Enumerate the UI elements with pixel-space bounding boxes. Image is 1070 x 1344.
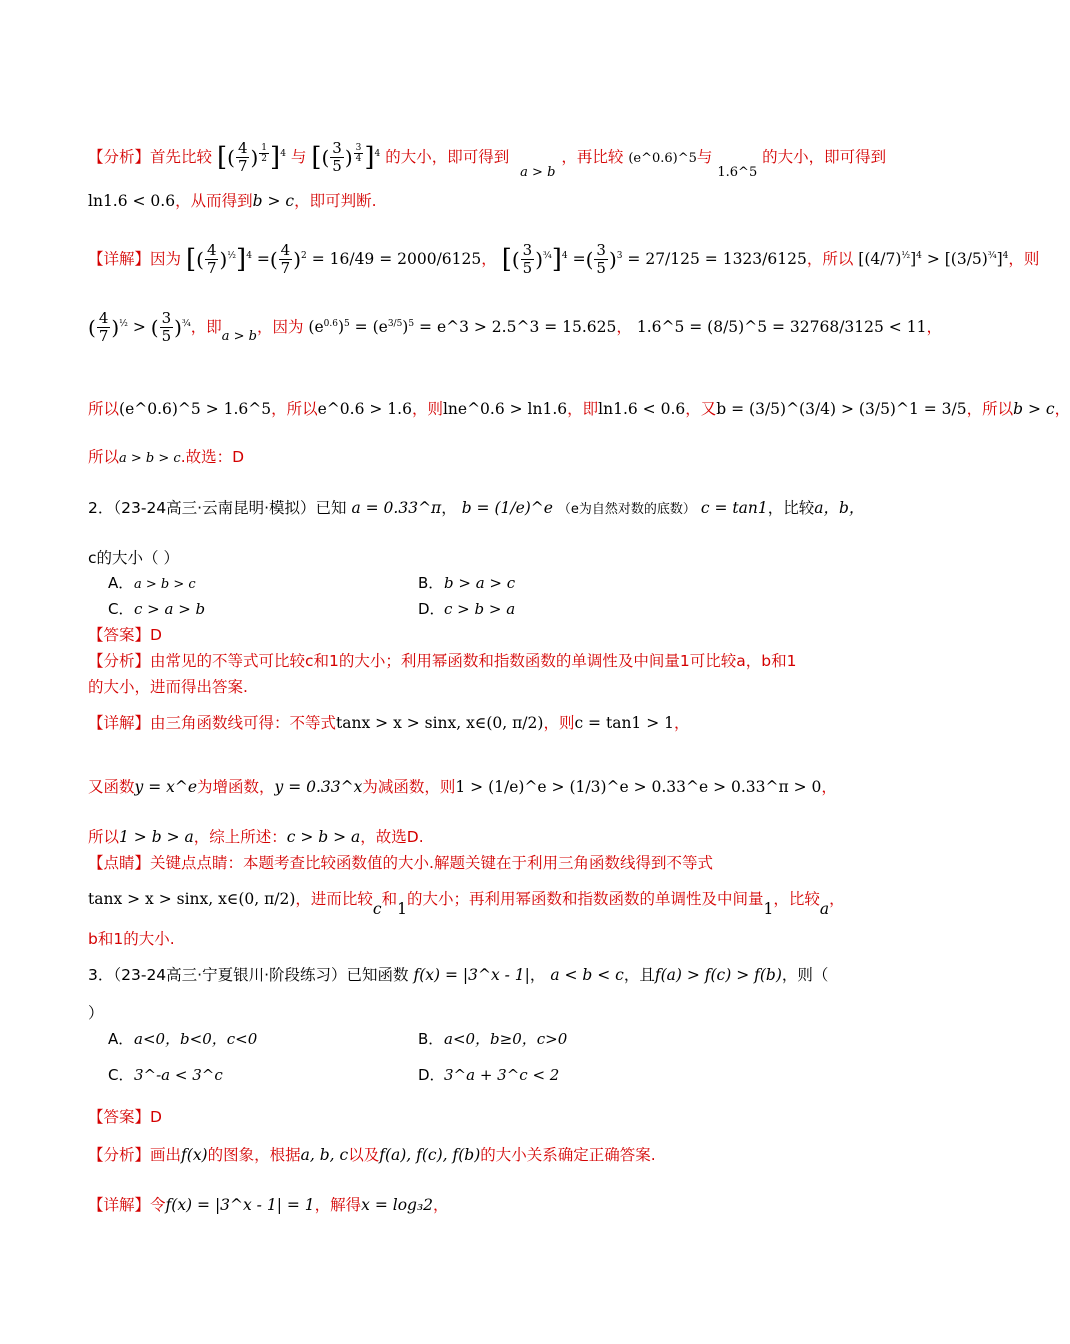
q3-detail <box>88 1194 890 1216</box>
analysis-label: 【分析】 <box>88 148 151 166</box>
analysis-text: 的大小，即可得到 <box>762 148 887 166</box>
analysis-text: 的大小关系确定正确答案. <box>480 1146 656 1164</box>
option-label: B． <box>418 574 444 592</box>
math-expr: b > c <box>1013 400 1055 418</box>
option-label: C． <box>108 1066 134 1084</box>
detail-label: 【详解】 <box>88 1196 151 1214</box>
q3-option-a[interactable] <box>108 1028 257 1050</box>
q2-answer <box>88 624 890 646</box>
question-text: c的大小（ ） <box>88 549 179 567</box>
option-label: B． <box>418 1030 444 1048</box>
detail-text: ，即 <box>190 318 222 336</box>
point-text: 的大小；再利用幂函数和指数函数的单调性及中间量 <box>407 890 764 908</box>
q2-analysis-line2 <box>88 676 890 698</box>
analysis-label: 【分析】 <box>88 1146 151 1164</box>
math-expr: 1 > b > a <box>119 828 194 846</box>
math-expr: a < b < c <box>550 966 624 984</box>
q2-point-line2: tanx > x > sinx, x∈(0, π/2)，进而比较c和1的大小；再利用幂函数和指数函数的单调性及中间量1，比较a， <box>88 890 845 918</box>
analysis-text: ，即可判断. <box>294 192 377 210</box>
q1-detail-line2: ( $\frac{4}{7}$ )$^{\frac{1}{2}}$ > ( $\frac{3}{5}$ )$^{\frac{3}{4}}$，即$_{a > b}$，因为 $(e^{0.6})^5 = (e^{3/5})^5$ = e^3 > 2.5^3 = 15.625， 1.6^5 = (8/5)^5 = 32768/3125 < 11， <box>88 309 942 345</box>
detail-text: 由三角函数线可得：不等式 <box>150 714 337 732</box>
math-expr: y = 0.33^x <box>274 778 363 796</box>
question-number: 3． <box>88 966 114 984</box>
detail-text: ，解得 <box>314 1196 362 1214</box>
math-expr: a > b > c <box>119 451 181 466</box>
math-expr: f(x) = |3^x - 1| = 1 <box>165 1196 315 1214</box>
q2-option-d[interactable] <box>418 598 515 620</box>
math-expr: 1 <box>763 900 774 918</box>
question-source: （23-24高三·宁夏银川·阶段练习）已知函数 <box>113 966 409 984</box>
analysis-text: 画出 <box>150 1146 182 1164</box>
math-expr: tanx > x > sinx, x∈(0, π/2) <box>88 890 296 908</box>
detail-text: ，则 <box>411 400 443 418</box>
math-expr: x = log₃2 <box>361 1196 434 1214</box>
math-expr: c = tan1 > 1 <box>574 714 674 732</box>
point-text: 关键点点睛：本题考查比较函数值的大小.解题关键在于利用三角函数线得到不等式 <box>150 854 713 872</box>
math-expr: a > b <box>520 165 556 180</box>
point-text: b和1的大小. <box>88 930 175 948</box>
option-label: A． <box>108 1030 134 1048</box>
detail-text: ，又 <box>685 400 717 418</box>
detail-text: 因为 <box>150 250 182 268</box>
q3-option-c[interactable] <box>108 1064 223 1086</box>
detail-label: 【详解】 <box>88 714 151 732</box>
detail-text: 所以 <box>88 400 120 418</box>
math-expr: b = (1/e)^e <box>461 499 553 517</box>
question-number: 2． <box>88 499 114 517</box>
math-expr: a <box>819 900 830 918</box>
math-expr: a，b， <box>814 499 865 517</box>
q2-stem: 2．（23-24高三·云南昆明·模拟）已知 a = 0.33^π， b = (1/e)^e （e为自然对数的底数） c = tan1，比较a，b， <box>88 499 865 517</box>
option-text: 3^-a < 3^c <box>134 1066 223 1084</box>
q1-final-line <box>88 446 890 470</box>
q3-analysis <box>88 1144 890 1166</box>
math-expr: = 16/49 = 2000/6125 <box>311 250 482 268</box>
analysis-text: 与 <box>290 148 307 166</box>
answer-value: D <box>150 626 162 644</box>
detail-text: 所以 <box>88 448 120 466</box>
math-expr: = e^3 > 2.5^3 = 15.625 <box>419 318 617 336</box>
q2-option-c[interactable] <box>108 598 205 620</box>
math-expr: c = tan1 <box>700 499 768 517</box>
q2-option-a[interactable] <box>108 572 196 596</box>
q2-stem-line2 <box>88 547 890 569</box>
math-expr: 1 <box>397 900 407 918</box>
q2-analysis-line1 <box>88 650 890 672</box>
math-expr: c > b > a <box>286 828 361 846</box>
option-text: a<0，b≥0，c>0 <box>444 1030 568 1048</box>
point-text: ，进而比较 <box>295 890 373 908</box>
option-text: a<0，b<0，c<0 <box>134 1030 258 1048</box>
detail-text: ，即 <box>567 400 599 418</box>
option-label: D． <box>418 1066 445 1084</box>
math-expr: (e^0.6)^5 <box>628 151 697 166</box>
math-expr: b > c <box>252 192 295 210</box>
option-text: a > b > c <box>134 577 196 592</box>
math-expr: tanx > x > sinx, x∈(0, π/2) <box>336 714 544 732</box>
question-text: ，且 <box>623 966 655 984</box>
q2-detail-line2: 又函数y = x^e为增函数，y = 0.33^x为减函数，则1 > (1/e)^e > (1/3)^e > 0.33^e > 0.33^π > 0， <box>88 778 837 796</box>
math-expr: y = x^e <box>134 778 198 796</box>
point-text: ，比较 <box>773 890 820 908</box>
detail-text: ， <box>433 1196 449 1214</box>
option-label: A． <box>108 574 134 592</box>
math-expr: = 27/125 = 1323/6125 <box>627 250 807 268</box>
detail-text: ，则 <box>1008 250 1040 268</box>
math-expr: ln1.6 < 0.6 <box>88 192 176 210</box>
q3-stem: 3．（23-24高三·宁夏银川·阶段练习）已知函数 f(x) = |3^x - 1|， a < b < c，且f(a) > f(c) > f(b)，则（ <box>88 966 829 984</box>
q1-conclusion-line: 所以(e^0.6)^5 > 1.6^5，所以e^0.6 > 1.6，则lne^0.6 > ln1.6，即ln1.6 < 0.6，又b = (3/5)^(3/4) > (3/5)^1 = 3/5，所以b > c， <box>88 400 1070 418</box>
detail-text: ，所以 <box>966 400 1014 418</box>
math-expr: 1 > (1/e)^e > (1/3)^e > 0.33^e > 0.33^π > 0 <box>455 778 822 796</box>
q2-point-line3 <box>88 928 890 950</box>
math-expr: ln1.6 < 0.6 <box>598 400 686 418</box>
math-expr: 1.6^5 = (8/5)^5 = 32768/3125 < 11 <box>636 318 927 336</box>
detail-text: ，故选D. <box>360 828 424 846</box>
analysis-text: ，从而得到 <box>175 192 253 210</box>
question-text: ） <box>88 1004 104 1022</box>
analysis-text: 首先比较 <box>150 148 213 166</box>
detail-text: ，因为 <box>256 318 304 336</box>
math-expr: f(a) > f(c) > f(b) <box>654 966 782 984</box>
q3-answer <box>88 1106 890 1128</box>
math-expr: e^0.6 > 1.6 <box>317 400 412 418</box>
math-expr: f(a), f(c), f(b) <box>379 1146 481 1164</box>
question-text: ，比较 <box>767 499 815 517</box>
math-expr: (e^0.6)^5 > 1.6^5 <box>119 400 272 418</box>
analysis-text: 以及 <box>348 1146 380 1164</box>
option-text: c > b > a <box>444 600 516 618</box>
math-expr: b = (3/5)^(3/4) > (3/5)^1 = 3/5 <box>716 400 967 418</box>
detail-text: ，则 <box>543 714 575 732</box>
q1-analysis-line1: 【分析】首先比较 [( $\frac{4}{7}$ ) $^{\frac{1}{2}}$ ]$^4$ 与 [( $\frac{3}{5}$ ) $^{\frac{3}{4}}$ ]$^4$ 的大小，即可得到 $_{a > b}$，再比较 (e^0.6)^5与 $_{1.6\^{}5}$ 的大小，即可得到 <box>88 139 887 180</box>
math-expr: a > b <box>221 329 257 344</box>
q3-option-b[interactable] <box>418 1028 567 1050</box>
detail-text: ，所以 <box>271 400 318 418</box>
analysis-label: 【分析】 <box>88 652 151 670</box>
option-label: C． <box>108 600 134 618</box>
analysis-text: ，再比较 <box>561 148 624 166</box>
math-expr: f(x) = |3^x - 1| <box>413 966 530 984</box>
point-label: 【点睛】 <box>88 854 151 872</box>
option-text: b > a > c <box>444 574 516 592</box>
q3-stem-line2 <box>88 1002 890 1024</box>
math-expr: 1.6^5 <box>717 165 758 180</box>
question-text: ，则（ <box>781 966 829 984</box>
question-source: （23-24高三·云南昆明·模拟）已知 <box>113 499 347 517</box>
detail-text: 令 <box>150 1196 166 1214</box>
math-expr: a = 0.33^π <box>351 499 442 517</box>
q2-option-b[interactable] <box>418 572 515 594</box>
analysis-text: 的大小，即可得到 <box>385 148 510 166</box>
q2-detail-line3 <box>88 826 890 848</box>
q3-option-d[interactable] <box>418 1064 559 1086</box>
option-text: c > a > b <box>134 600 206 618</box>
math-expr: lne^0.6 > ln1.6 <box>442 400 568 418</box>
q2-detail-line1: 【详解】由三角函数线可得：不等式tanx > x > sinx, x∈(0, π/2)，则c = tan1 > 1， <box>88 714 690 732</box>
q2-point-line1 <box>88 852 890 874</box>
analysis-text: 的图象，根据 <box>207 1146 301 1164</box>
q1-analysis-line2 <box>88 190 890 212</box>
detail-text: ，所以 <box>806 250 854 268</box>
math-expr: c <box>372 900 382 918</box>
option-label: D． <box>418 600 445 618</box>
math-expr: a, b, c <box>300 1146 349 1164</box>
q1-detail-line1: 【详解】因为 [( $\frac{4}{7}$ )$^{\frac{1}{2}}$]$^4$ =( $\frac{4}{7}$ )$^2$ = 16/49 = 2000/6125， [( $\frac{3}{5}$ )$^{\frac{3}{4}}$]$^4$ =( $\frac{3}{5}$ )$^3$ = 27/125 = 1323/6125，所以 $[(4/7)^{\frac{1}{2}}]^4 > [(3/5)^{\frac{3}{4}}]^4$，则 <box>88 241 1040 277</box>
answer-label: 【答案】 <box>88 1108 151 1126</box>
option-text: 3^a + 3^c < 2 <box>444 1066 560 1084</box>
question-text: （e为自然对数的底数） <box>557 502 696 517</box>
detail-text: 所以 <box>88 828 120 846</box>
detail-text: 又函数 <box>88 778 135 796</box>
answer-label: 【答案】 <box>88 626 151 644</box>
detail-text: 为减函数，则 <box>362 778 456 796</box>
point-text: 和 <box>381 890 398 908</box>
detail-label: 【详解】 <box>88 250 151 268</box>
detail-text: 为增函数， <box>197 778 275 796</box>
analysis-text: 由常见的不等式可比较c和1的大小；利用幂函数和指数函数的单调性及中间量1可比较a，b和1 <box>150 652 797 670</box>
math-expr: f(x) <box>181 1146 208 1164</box>
detail-text: .故选：D <box>180 448 245 466</box>
answer-value: D <box>150 1108 162 1126</box>
analysis-text: 的大小，进而得出答案. <box>88 678 248 696</box>
analysis-text: 与 <box>696 148 713 166</box>
detail-text: ，综上所述： <box>193 828 287 846</box>
